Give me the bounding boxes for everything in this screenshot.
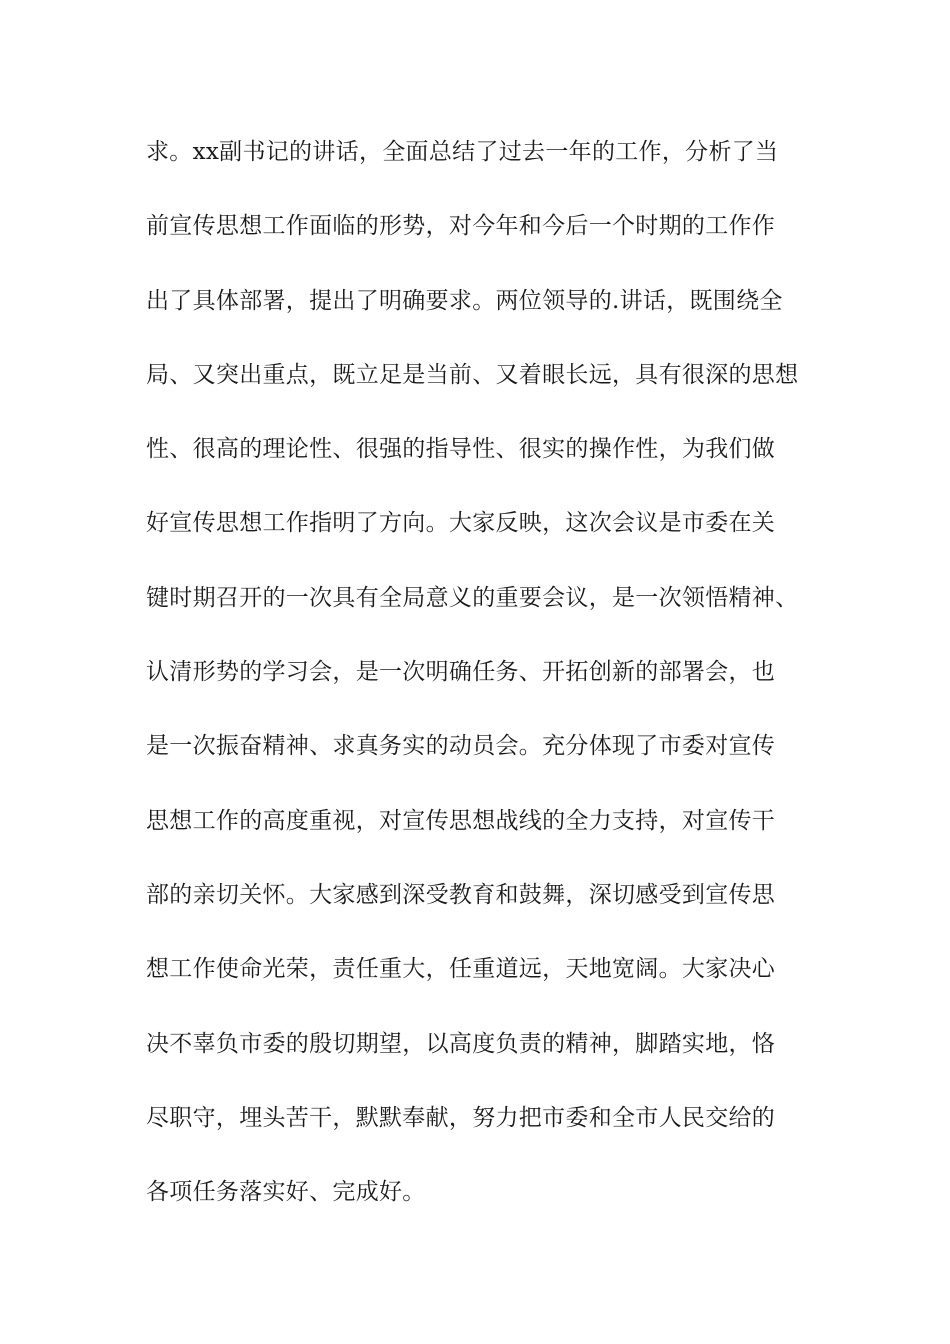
text-line: 键时期召开的一次具有全局意义的重要会议，是一次领悟精神、	[146, 584, 799, 611]
text-line: 局、又突出重点，既立足是当前、又着眼长远，具有很深的思想	[146, 361, 799, 388]
text-line: 决不辜负市委的殷切期望，以高度负责的精神，脚踏实地，恪	[146, 1030, 776, 1057]
text-line: 各项任务落实好、完成好。	[146, 1179, 426, 1206]
text-line: 认清形势的学习会，是一次明确任务、开拓创新的部署会，也	[146, 659, 776, 686]
text-line: 求。xx副书记的讲话，全面总结了过去一年的工作，分析了当	[146, 139, 779, 165]
text-line: 前宣传思想工作面临的形势，对今年和今后一个时期的工作作	[146, 213, 776, 240]
body-paragraph	[146, 132, 826, 1246]
text-line: 是一次振奋精神、求真务实的动员会。充分体现了市委对宣传	[146, 733, 776, 760]
text-line: 尽职守，埋头苦干，默默奉献，努力把市委和全市人民交给的	[146, 1104, 776, 1131]
text-line: 好宣传思想工作指明了方向。大家反映，这次会议是市委在关	[146, 510, 776, 537]
text-line: 想工作使命光荣，责任重大，任重道远，天地宽阔。大家决心	[146, 956, 776, 983]
text-line: 思想工作的高度重视，对宣传思想战线的全力支持，对宣传干	[146, 807, 776, 834]
text-line: 部的亲切关怀。大家感到深受教育和鼓舞，深切感受到宣传思	[146, 881, 776, 908]
text-line: 出了具体部署，提出了明确要求。两位领导的.讲话，既围绕全	[146, 287, 783, 314]
text-line: 性、很高的理论性、很强的指导性、很实的操作性，为我们做	[146, 436, 776, 463]
